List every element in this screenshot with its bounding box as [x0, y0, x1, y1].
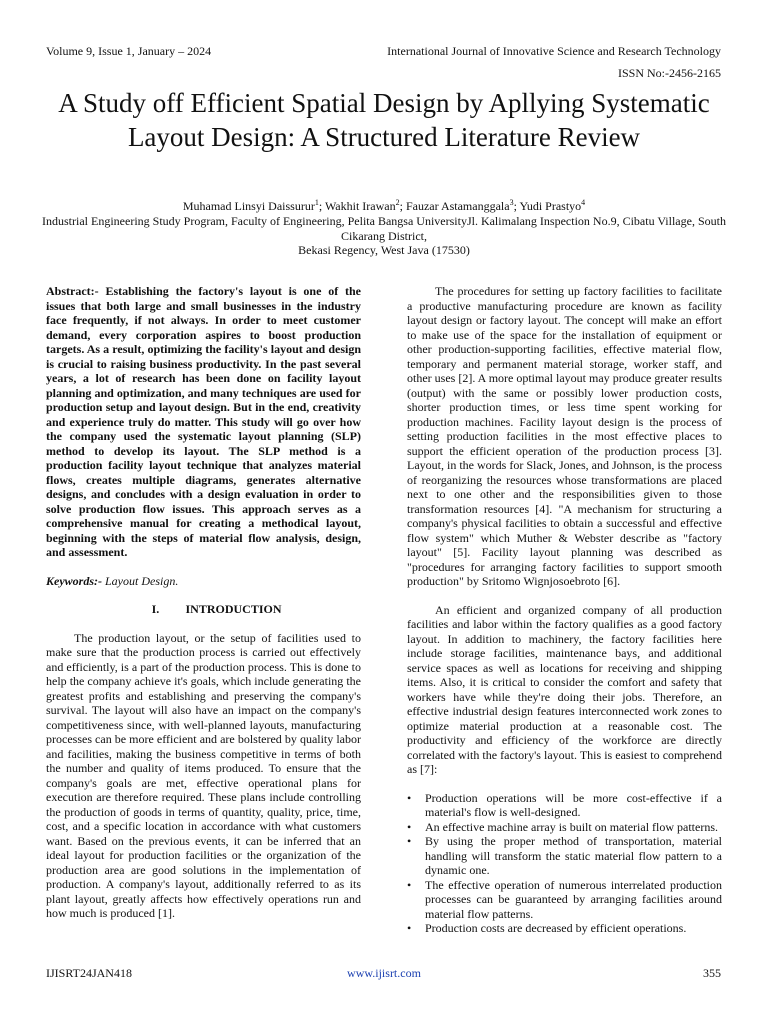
author-separator: ;	[318, 199, 325, 213]
list-item	[407, 921, 722, 936]
list-item	[407, 834, 722, 878]
bullet-icon: •	[407, 790, 412, 805]
list-item	[407, 820, 722, 835]
abstract: Abstract:- Establishing the factory's layout is one of the issues that both large and small businesses in the industry face frequently, if not always. In order to meet customer demand, every corporation aspires to boost production targets. As a result, optimizing the facility's layout and design is crucial to raising business productivity. In the past several years, a lot of research has been done on facility layout planning and optimization, and many techniques are used for production setup and layout design. But in the end, creativity and experience truly do matter. This study will go over how the company used the systematic layout planning (SLP) method to develop its layout. The SLP method is a production facility layout technique that analyzes material flows, creates multiple diagrams, generates alternative designs, and concludes with a design evaluation in order to solve production flow issues. This approach serves as a comprehensive manual for creating a methodical layout, beginning with the steps of material flow analysis, design, and assessment.	[46, 284, 361, 559]
author-affil-sup: 3	[509, 198, 514, 207]
list-item-text: Production operations will be more cost-effective if a material's flow is well-designed.	[425, 790, 722, 819]
keywords-label: Keywords:-	[46, 573, 102, 588]
bullet-icon: •	[407, 877, 412, 892]
keywords	[46, 574, 361, 589]
section-heading	[46, 602, 361, 617]
affiliation-line: Bekasi Regency, West Java (17530)	[298, 243, 470, 257]
journal-url-link[interactable]: www.ijisrt.com	[347, 966, 421, 980]
bullet-icon: •	[407, 819, 412, 834]
list-item-text: The effective operation of numerous interrelated production processes can be guaranteed by arranging facilities around material flow patterns.	[425, 877, 722, 921]
bullet-icon: •	[407, 834, 412, 848]
list-item-text: An effective machine array is built on material flow patterns.	[425, 819, 719, 834]
author-separator: ;	[513, 199, 520, 213]
volume-info: Volume 9, Issue 1, January – 2024	[46, 44, 212, 58]
section-title: INTRODUCTION	[185, 602, 282, 616]
journal-name: International Journal of Innovative Science and Research Technology	[387, 44, 721, 58]
author-name: Yudi Prastyo	[519, 199, 582, 213]
paper-title: A Study off Efficient Spatial Design by Apllying Systematic Layout Design: A Structured Literature Review	[58, 88, 710, 152]
right-column	[407, 284, 722, 936]
issn: ISSN No:-2456-2165	[617, 66, 721, 80]
left-column	[46, 284, 361, 921]
affiliation	[40, 214, 728, 258]
list-item-text: By using the proper method of transportation, material handling will transform the static material flow pattern to a dynamic one.	[425, 834, 722, 877]
bullet-list	[407, 791, 722, 936]
author-affil-sup: 4	[581, 198, 586, 207]
author-name: Wakhit Irawan	[324, 199, 396, 213]
list-item	[407, 791, 722, 820]
body-paragraph: An efficient and organized company of all production facilities and labor within the factory qualifies as a good factory layout. In addition to machinery, the factory facilities here include storage facilities, maintenance bays, and additional service spaces as well as locations for receiving and shipping items. Also, it is critical to consider the comfort and safety that workers have while they're doing their jobs. Therefore, an effective industrial design features interconnected work zones to optimize material production at a reasonable cost. The productivity and efficiency of the workforce are directly correlated with the factory's layout. This is easiest to comprehend as [7]:	[407, 602, 722, 776]
list-item	[407, 878, 722, 922]
page-number: 355	[703, 966, 721, 980]
bullet-icon: •	[407, 921, 412, 935]
affiliation-line: Industrial Engineering Study Program, Faculty of Engineering, Pelita Bangsa UniversityJl. Kalimalang Inspection No.9, Cibatu Village, South Cikarang District,	[42, 214, 726, 243]
list-item-text: Production costs are decreased by efficient operations.	[425, 921, 687, 935]
intro-paragraph: The production layout, or the setup of facilities used to make sure that the production process is carried out effectively and efficiently, is a part of the production process. This is done to help the company achieve it's goals, which include generating the greatest profits and establishing and preserving the company's survival. The layout will also have an impact on the company's competitiveness since, with well-planned layouts, manufacturing processes can be more efficient and are bolstered by quality labor and facilities, making the business competitive in terms of both the number and quality of items produced. To ensure that the company's goals are met, effective operational plans for execution are therefore required. These plans include controlling the production of goods in terms of quantity, quality, price, time, cost, and a specific location in accordance with what customers want. Based on the previous events, it can be inferred that an ideal layout for production facilities or the organization of the production area are good solutions in the implementation of production. A company's layout, additionally referred to as its plant layout, greatly affects how effectively operations run and how much is produced [1].	[46, 630, 361, 920]
author-affil-sup: 2	[395, 198, 400, 207]
body-paragraph: The procedures for setting up factory facilities to facilitate a productive manufacturing procedure are known as facility layout design or factory layout. The concept will make an effort to make use of the space for the installation of equipment or other production-supporting facilities, effective material flow, temporary and permanent material storage, worker staff, and other uses [2]. A more optimal layout may produce greater results (output) with the same or possibly lower production costs, shorter production times, or less time spent working for production machines. Facility layout design is the process of setting production facilities in the most effective places to support the efficient operation of the production process [3]. Layout, in the words for Slack, Jones, and Johnson, is the process of reorganizing the resources whose transformations are placed next to one other and the responsibilities given to those transformation resources [4]. "A mechanism for structuring a company's physical facilities to obtain a successful and effective flow system" which Muther & Webster describe as "factory layout" [5]. Facility layout planning was described as "procedures for arranging factory facilities to support smooth production" by Sritomo Wignjosoebroto [6].	[407, 284, 722, 588]
author-separator: ;	[399, 199, 406, 213]
paper-code: IJISRT24JAN418	[46, 966, 132, 980]
author-name: Muhamad Linsyi Daissurur	[182, 199, 315, 213]
author-name: Fauzar Astamanggala	[405, 199, 510, 213]
section-number: I.	[151, 602, 160, 616]
author-list	[40, 198, 728, 214]
keywords-value: Layout Design.	[102, 573, 179, 588]
author-affil-sup: 1	[314, 198, 319, 207]
